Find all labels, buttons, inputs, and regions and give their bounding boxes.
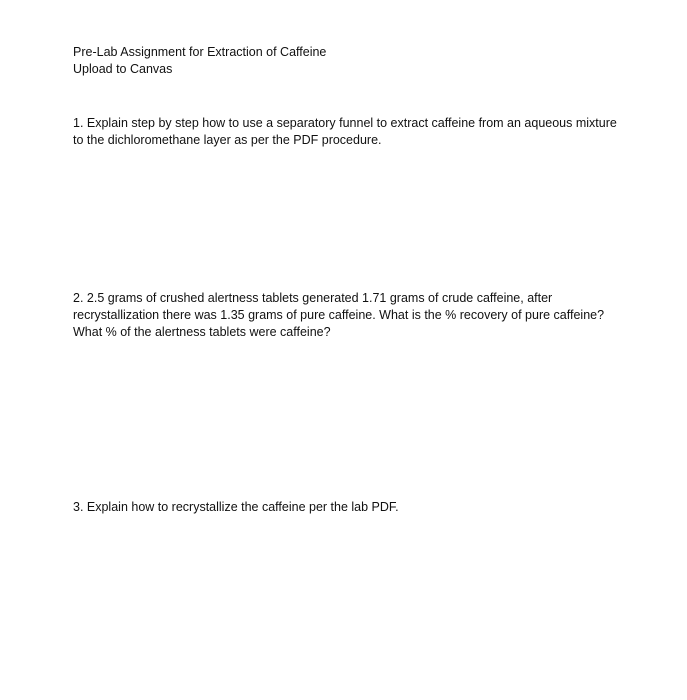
document-subtitle: Upload to Canvas — [73, 62, 173, 76]
question-2 — [73, 290, 618, 341]
question-3 — [73, 499, 618, 516]
question-2-text: 2. 2.5 grams of crushed alertness tablets generated 1.71 grams of crude caffeine, after recrystallization there was 1.35 grams of pure caffeine. What is the % recovery of pure caffeine? What % of the alertness tablets were caffeine? — [73, 291, 605, 339]
question-1-text: 1. Explain step by step how to use a separatory funnel to extract caffeine from an aqueous mixture to the dichloromethane layer as per the PDF procedure. — [73, 116, 617, 147]
question-1 — [73, 115, 618, 149]
document-title: Pre-Lab Assignment for Extraction of Caffeine — [73, 45, 327, 59]
document-header — [73, 44, 633, 78]
question-3-text: 3. Explain how to recrystallize the caffeine per the lab PDF. — [73, 500, 399, 514]
